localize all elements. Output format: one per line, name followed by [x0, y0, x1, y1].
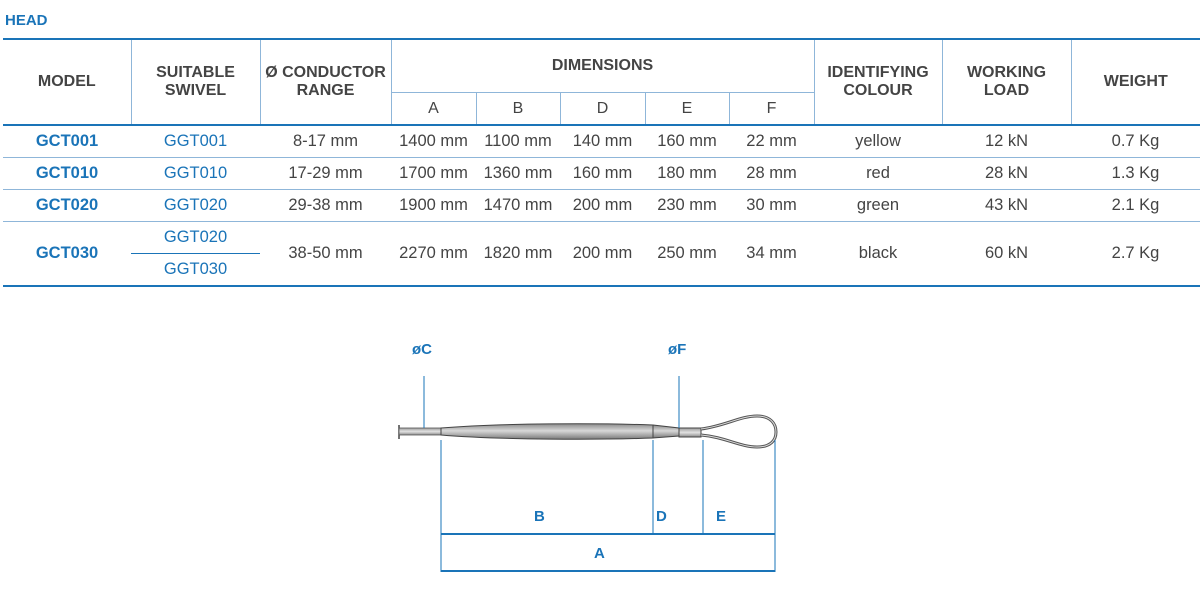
label-e: E	[716, 508, 727, 525]
model-cell: GCT030	[3, 222, 131, 287]
header-dim-a: A	[391, 93, 476, 126]
dim-a-cell: 1700 mm	[391, 158, 476, 190]
dim-b-cell: 1470 mm	[476, 190, 560, 222]
dim-a-cell: 1400 mm	[391, 125, 476, 158]
weight-cell: 0.7 Kg	[1071, 125, 1200, 158]
weight-cell: 2.1 Kg	[1071, 190, 1200, 222]
dim-d-cell: 200 mm	[560, 222, 645, 287]
model-cell: GCT001	[3, 125, 131, 158]
dim-d-cell: 160 mm	[560, 158, 645, 190]
header-weight: WEIGHT	[1071, 39, 1200, 125]
header-dim-e: E	[645, 93, 729, 126]
grip-body	[441, 424, 653, 439]
header-dim-f: F	[729, 93, 814, 126]
colour-cell: green	[814, 190, 942, 222]
dim-d-cell: 140 mm	[560, 125, 645, 158]
load-cell: 43 kN	[942, 190, 1071, 222]
load-cell: 12 kN	[942, 125, 1071, 158]
colour-cell: yellow	[814, 125, 942, 158]
grip-ferrule	[679, 428, 701, 437]
dim-b-cell: 1360 mm	[476, 158, 560, 190]
dim-a-cell: 2270 mm	[391, 222, 476, 287]
range-cell: 17-29 mm	[260, 158, 391, 190]
header-dimensions: DIMENSIONS	[391, 39, 814, 93]
load-cell: 60 kN	[942, 222, 1071, 287]
dim-e-cell: 160 mm	[645, 125, 729, 158]
dim-f-cell: 22 mm	[729, 125, 814, 158]
swivel-cell: GGT030	[131, 254, 260, 287]
header-dim-b: B	[476, 93, 560, 126]
dim-b-cell: 1820 mm	[476, 222, 560, 287]
dim-b-cell: 1100 mm	[476, 125, 560, 158]
swivel-cell: GGT020	[131, 190, 260, 222]
range-cell: 29-38 mm	[260, 190, 391, 222]
range-cell: 8-17 mm	[260, 125, 391, 158]
swivel-cell: GGT020	[131, 222, 260, 254]
dim-e-cell: 180 mm	[645, 158, 729, 190]
swivel-cell: GGT001	[131, 125, 260, 158]
colour-cell: black	[814, 222, 942, 287]
label-a: A	[594, 545, 605, 562]
weight-cell: 2.7 Kg	[1071, 222, 1200, 287]
dim-a-cell: 1900 mm	[391, 190, 476, 222]
weight-cell: 1.3 Kg	[1071, 158, 1200, 190]
header-swivel: SUITABLE SWIVEL	[131, 39, 260, 125]
label-f: øF	[668, 341, 687, 358]
conductor-wire	[399, 428, 442, 435]
dim-f-cell: 28 mm	[729, 158, 814, 190]
header-colour: IDENTIFYING COLOUR	[814, 39, 942, 125]
swivel-cell: GGT010	[131, 158, 260, 190]
header-conductor-range: Ø CONDUCTOR RANGE	[260, 39, 391, 125]
range-cell: 38-50 mm	[260, 222, 391, 287]
header-dim-d: D	[560, 93, 645, 126]
section-title: HEAD	[5, 12, 48, 29]
grip-taper	[653, 425, 679, 438]
grip-eye-loop	[701, 416, 776, 447]
colour-cell: red	[814, 158, 942, 190]
dim-e-cell: 230 mm	[645, 190, 729, 222]
header-working-load: WORKING LOAD	[942, 39, 1071, 125]
label-b: B	[534, 508, 545, 525]
model-cell: GCT020	[3, 190, 131, 222]
load-cell: 28 kN	[942, 158, 1071, 190]
label-d: D	[656, 508, 667, 525]
dim-f-cell: 30 mm	[729, 190, 814, 222]
dim-e-cell: 250 mm	[645, 222, 729, 287]
dim-d-cell: 200 mm	[560, 190, 645, 222]
model-cell: GCT010	[3, 158, 131, 190]
label-c: øC	[412, 341, 432, 358]
header-model: MODEL	[3, 39, 131, 125]
dim-f-cell: 34 mm	[729, 222, 814, 287]
